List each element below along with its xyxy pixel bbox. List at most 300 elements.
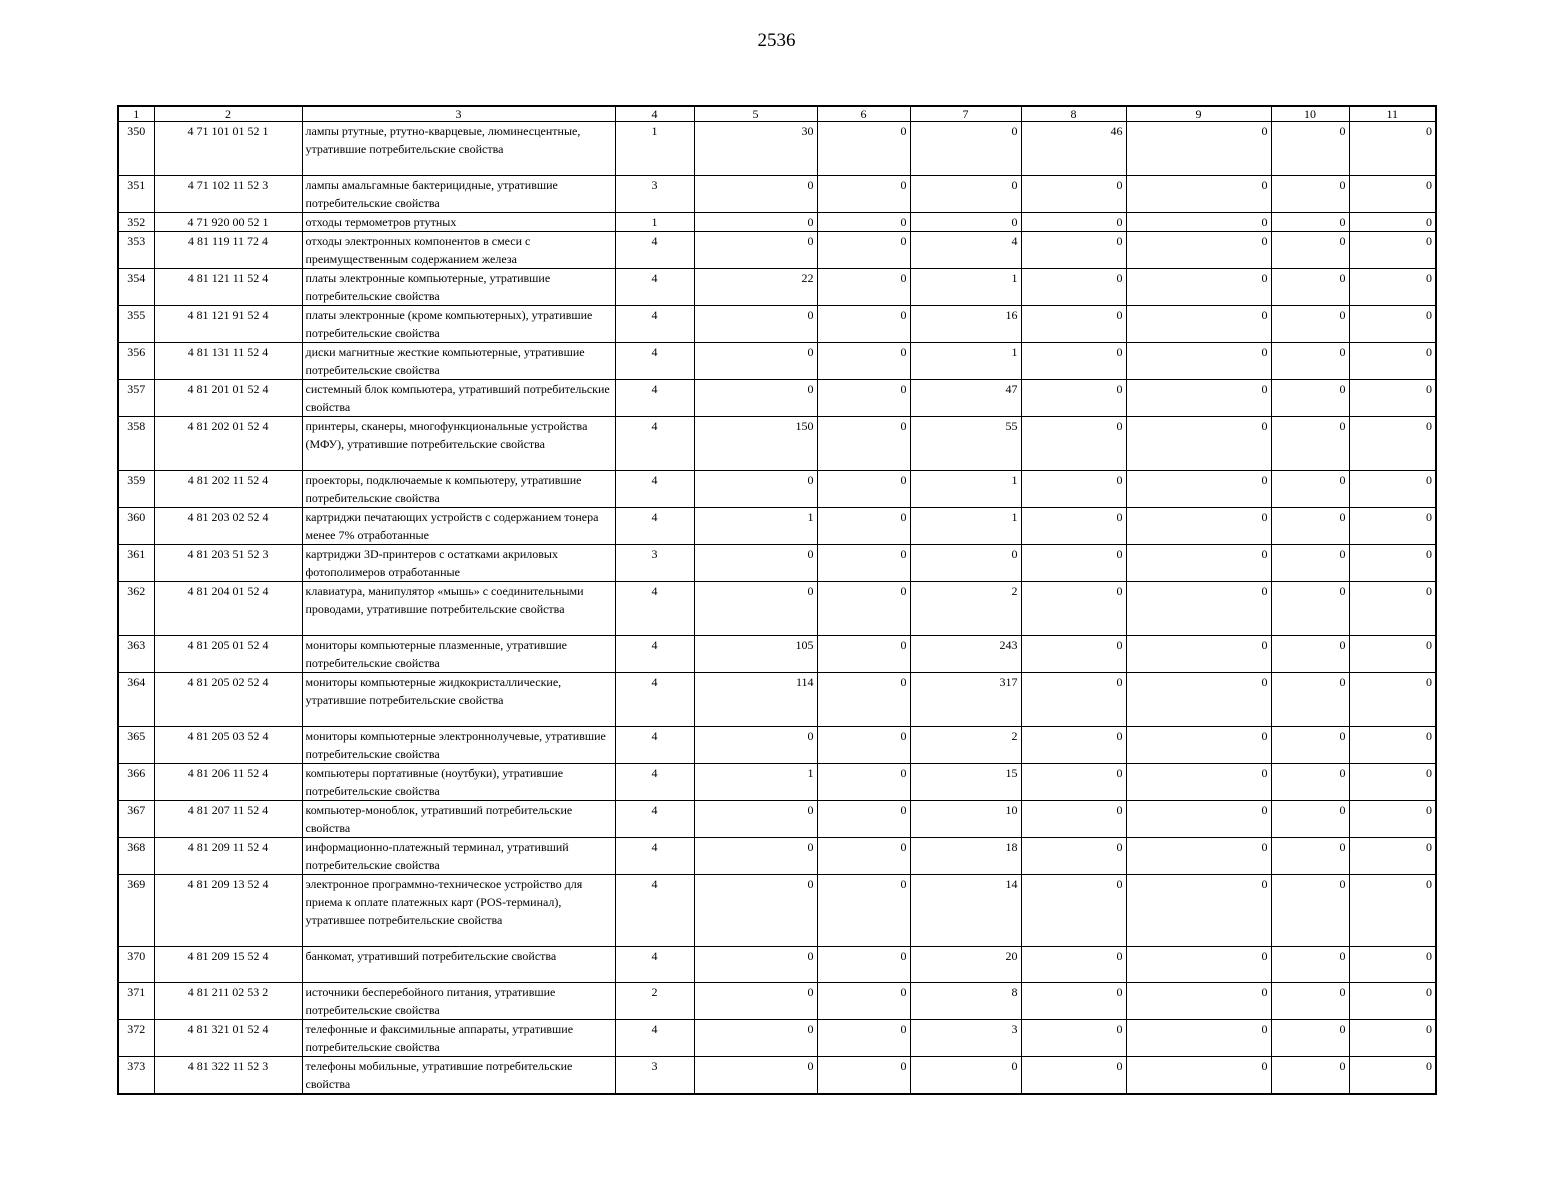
value-cell-7: 8 (910, 983, 1021, 1020)
waste-code-cell: 4 81 119 11 72 4 (154, 232, 302, 269)
waste-name-cell: телефоны мобильные, утратившие потребительские свойства (302, 1057, 615, 1095)
value-cell-5: 0 (694, 582, 817, 636)
value-cell-5: 30 (694, 122, 817, 176)
waste-name-cell: картриджи печатающих устройств с содержанием тонера менее 7% отработанные (302, 508, 615, 545)
waste-code-cell: 4 81 211 02 53 2 (154, 983, 302, 1020)
value-cell-7: 18 (910, 838, 1021, 875)
value-cell-11: 0 (1349, 176, 1436, 213)
value-cell-5: 114 (694, 673, 817, 727)
value-cell-7: 0 (910, 213, 1021, 232)
waste-code-cell: 4 81 209 11 52 4 (154, 838, 302, 875)
table-row (118, 380, 1436, 417)
value-cell-10: 0 (1271, 838, 1349, 875)
table-row (118, 764, 1436, 801)
row-number-cell: 350 (118, 122, 154, 176)
value-cell-10: 0 (1271, 636, 1349, 673)
waste-name-cell: мониторы компьютерные плазменные, утратившие потребительские свойства (302, 636, 615, 673)
column-header: 1 (118, 106, 154, 122)
waste-name-cell: информационно-платежный терминал, утративший потребительские свойства (302, 838, 615, 875)
value-cell-6: 0 (817, 764, 910, 801)
value-cell-6: 0 (817, 983, 910, 1020)
row-number-cell: 370 (118, 947, 154, 983)
waste-name-cell: отходы электронных компонентов в смеси с преимущественным содержанием железа (302, 232, 615, 269)
value-cell-6: 0 (817, 232, 910, 269)
value-cell-9: 0 (1126, 508, 1271, 545)
value-cell-8: 0 (1021, 176, 1126, 213)
value-cell-6: 0 (817, 727, 910, 764)
value-cell-5: 105 (694, 636, 817, 673)
waste-code-cell: 4 81 201 01 52 4 (154, 380, 302, 417)
value-cell-9: 0 (1126, 471, 1271, 508)
value-cell-5: 0 (694, 545, 817, 582)
table-row (118, 636, 1436, 673)
value-cell-8: 0 (1021, 471, 1126, 508)
row-number-cell: 355 (118, 306, 154, 343)
waste-code-cell: 4 71 920 00 52 1 (154, 213, 302, 232)
hazard-class-cell: 4 (615, 1020, 694, 1057)
hazard-class-cell: 4 (615, 306, 694, 343)
waste-name-cell: системный блок компьютера, утративший потребительские свойства (302, 380, 615, 417)
waste-name-cell: принтеры, сканеры, многофункциональные устройства (МФУ), утратившие потребительские свойства (302, 417, 615, 471)
waste-name-cell: банкомат, утративший потребительские свойства (302, 947, 615, 983)
column-header: 7 (910, 106, 1021, 122)
value-cell-9: 0 (1126, 122, 1271, 176)
value-cell-11: 0 (1349, 508, 1436, 545)
value-cell-7: 55 (910, 417, 1021, 471)
value-cell-5: 150 (694, 417, 817, 471)
value-cell-6: 0 (817, 343, 910, 380)
column-header: 5 (694, 106, 817, 122)
value-cell-11: 0 (1349, 417, 1436, 471)
row-number-cell: 354 (118, 269, 154, 306)
hazard-class-cell: 4 (615, 636, 694, 673)
value-cell-11: 0 (1349, 545, 1436, 582)
value-cell-9: 0 (1126, 343, 1271, 380)
table-row (118, 471, 1436, 508)
value-cell-9: 0 (1126, 727, 1271, 764)
table-row (118, 1057, 1436, 1095)
value-cell-6: 0 (817, 947, 910, 983)
value-cell-10: 0 (1271, 232, 1349, 269)
hazard-class-cell: 4 (615, 764, 694, 801)
value-cell-9: 0 (1126, 875, 1271, 947)
waste-name-cell: мониторы компьютерные электроннолучевые, утратившие потребительские свойства (302, 727, 615, 764)
value-cell-9: 0 (1126, 801, 1271, 838)
waste-name-cell: телефонные и факсимильные аппараты, утратившие потребительские свойства (302, 1020, 615, 1057)
hazard-class-cell: 1 (615, 213, 694, 232)
value-cell-9: 0 (1126, 1020, 1271, 1057)
value-cell-6: 0 (817, 176, 910, 213)
value-cell-10: 0 (1271, 727, 1349, 764)
header-row (118, 106, 1436, 122)
value-cell-11: 0 (1349, 471, 1436, 508)
value-cell-11: 0 (1349, 673, 1436, 727)
row-number-cell: 366 (118, 764, 154, 801)
value-cell-5: 1 (694, 508, 817, 545)
hazard-class-cell: 4 (615, 582, 694, 636)
table-row (118, 306, 1436, 343)
hazard-class-cell: 4 (615, 269, 694, 306)
value-cell-11: 0 (1349, 764, 1436, 801)
waste-code-cell: 4 81 321 01 52 4 (154, 1020, 302, 1057)
value-cell-7: 1 (910, 508, 1021, 545)
value-cell-8: 0 (1021, 582, 1126, 636)
row-number-cell: 352 (118, 213, 154, 232)
value-cell-7: 2 (910, 582, 1021, 636)
value-cell-8: 0 (1021, 947, 1126, 983)
value-cell-6: 0 (817, 1057, 910, 1095)
value-cell-8: 0 (1021, 545, 1126, 582)
row-number-cell: 373 (118, 1057, 154, 1095)
waste-name-cell: клавиатура, манипулятор «мышь» с соединительными проводами, утратившие потребительские свойства (302, 582, 615, 636)
value-cell-9: 0 (1126, 213, 1271, 232)
value-cell-10: 0 (1271, 508, 1349, 545)
value-cell-7: 47 (910, 380, 1021, 417)
hazard-class-cell: 4 (615, 875, 694, 947)
value-cell-11: 0 (1349, 1020, 1436, 1057)
value-cell-11: 0 (1349, 801, 1436, 838)
value-cell-10: 0 (1271, 673, 1349, 727)
value-cell-7: 0 (910, 1057, 1021, 1095)
value-cell-7: 0 (910, 545, 1021, 582)
value-cell-6: 0 (817, 582, 910, 636)
value-cell-11: 0 (1349, 838, 1436, 875)
table-row (118, 269, 1436, 306)
value-cell-6: 0 (817, 875, 910, 947)
value-cell-9: 0 (1126, 176, 1271, 213)
value-cell-5: 0 (694, 838, 817, 875)
row-number-cell: 360 (118, 508, 154, 545)
value-cell-6: 0 (817, 380, 910, 417)
value-cell-11: 0 (1349, 269, 1436, 306)
value-cell-11: 0 (1349, 983, 1436, 1020)
waste-code-cell: 4 81 203 51 52 3 (154, 545, 302, 582)
hazard-class-cell: 4 (615, 801, 694, 838)
value-cell-8: 0 (1021, 764, 1126, 801)
value-cell-11: 0 (1349, 727, 1436, 764)
row-number-cell: 363 (118, 636, 154, 673)
waste-code-cell: 4 81 202 11 52 4 (154, 471, 302, 508)
hazard-class-cell: 4 (615, 232, 694, 269)
value-cell-9: 0 (1126, 545, 1271, 582)
value-cell-7: 14 (910, 875, 1021, 947)
value-cell-7: 16 (910, 306, 1021, 343)
row-number-cell: 353 (118, 232, 154, 269)
value-cell-5: 0 (694, 306, 817, 343)
row-number-cell: 359 (118, 471, 154, 508)
table-row (118, 673, 1436, 727)
value-cell-9: 0 (1126, 417, 1271, 471)
waste-name-cell: источники бесперебойного питания, утратившие потребительские свойства (302, 983, 615, 1020)
value-cell-10: 0 (1271, 306, 1349, 343)
value-cell-8: 0 (1021, 306, 1126, 343)
waste-code-cell: 4 81 209 13 52 4 (154, 875, 302, 947)
waste-name-cell: компьютеры портативные (ноутбуки), утратившие потребительские свойства (302, 764, 615, 801)
value-cell-9: 0 (1126, 1057, 1271, 1095)
waste-name-cell: платы электронные (кроме компьютерных), утратившие потребительские свойства (302, 306, 615, 343)
waste-name-cell: мониторы компьютерные жидкокристаллические, утратившие потребительские свойства (302, 673, 615, 727)
hazard-class-cell: 4 (615, 673, 694, 727)
value-cell-11: 0 (1349, 947, 1436, 983)
value-cell-8: 0 (1021, 508, 1126, 545)
value-cell-6: 0 (817, 122, 910, 176)
value-cell-10: 0 (1271, 545, 1349, 582)
value-cell-5: 22 (694, 269, 817, 306)
value-cell-11: 0 (1349, 380, 1436, 417)
hazard-class-cell: 3 (615, 1057, 694, 1095)
value-cell-10: 0 (1271, 1057, 1349, 1095)
value-cell-8: 0 (1021, 838, 1126, 875)
value-cell-10: 0 (1271, 875, 1349, 947)
waste-code-cell: 4 71 101 01 52 1 (154, 122, 302, 176)
value-cell-6: 0 (817, 306, 910, 343)
table-row (118, 947, 1436, 983)
column-header: 11 (1349, 106, 1436, 122)
value-cell-9: 0 (1126, 673, 1271, 727)
waste-name-cell: лампы амальгамные бактерицидные, утратившие потребительские свойства (302, 176, 615, 213)
value-cell-7: 0 (910, 122, 1021, 176)
hazard-class-cell: 4 (615, 727, 694, 764)
hazard-class-cell: 4 (615, 471, 694, 508)
table-row (118, 343, 1436, 380)
table-row (118, 213, 1436, 232)
value-cell-10: 0 (1271, 213, 1349, 232)
value-cell-8: 0 (1021, 673, 1126, 727)
table-body (118, 122, 1436, 1095)
value-cell-8: 0 (1021, 1057, 1126, 1095)
row-number-cell: 367 (118, 801, 154, 838)
value-cell-10: 0 (1271, 764, 1349, 801)
value-cell-11: 0 (1349, 875, 1436, 947)
column-header: 9 (1126, 106, 1271, 122)
value-cell-6: 0 (817, 636, 910, 673)
value-cell-5: 0 (694, 343, 817, 380)
waste-code-cell: 4 71 102 11 52 3 (154, 176, 302, 213)
hazard-class-cell: 4 (615, 417, 694, 471)
value-cell-10: 0 (1271, 582, 1349, 636)
value-cell-9: 0 (1126, 269, 1271, 306)
value-cell-8: 0 (1021, 1020, 1126, 1057)
table-row (118, 122, 1436, 176)
value-cell-5: 0 (694, 176, 817, 213)
value-cell-10: 0 (1271, 947, 1349, 983)
value-cell-8: 0 (1021, 343, 1126, 380)
row-number-cell: 357 (118, 380, 154, 417)
table-row (118, 1020, 1436, 1057)
table-row (118, 582, 1436, 636)
page-number: 2536 (757, 30, 796, 51)
waste-code-cell: 4 81 207 11 52 4 (154, 801, 302, 838)
value-cell-7: 15 (910, 764, 1021, 801)
value-cell-8: 0 (1021, 727, 1126, 764)
value-cell-5: 0 (694, 1020, 817, 1057)
value-cell-11: 0 (1349, 1057, 1436, 1095)
value-cell-11: 0 (1349, 232, 1436, 269)
row-number-cell: 372 (118, 1020, 154, 1057)
value-cell-10: 0 (1271, 122, 1349, 176)
waste-table (117, 105, 1437, 1095)
value-cell-9: 0 (1126, 582, 1271, 636)
value-cell-9: 0 (1126, 764, 1271, 801)
value-cell-6: 0 (817, 1020, 910, 1057)
value-cell-6: 0 (817, 508, 910, 545)
waste-code-cell: 4 81 202 01 52 4 (154, 417, 302, 471)
waste-code-cell: 4 81 204 01 52 4 (154, 582, 302, 636)
row-number-cell: 369 (118, 875, 154, 947)
waste-code-cell: 4 81 205 02 52 4 (154, 673, 302, 727)
value-cell-6: 0 (817, 838, 910, 875)
value-cell-7: 317 (910, 673, 1021, 727)
value-cell-5: 1 (694, 764, 817, 801)
column-header: 8 (1021, 106, 1126, 122)
value-cell-7: 2 (910, 727, 1021, 764)
value-cell-7: 1 (910, 343, 1021, 380)
table-row (118, 875, 1436, 947)
value-cell-8: 0 (1021, 636, 1126, 673)
waste-name-cell: платы электронные компьютерные, утратившие потребительские свойства (302, 269, 615, 306)
waste-code-cell: 4 81 121 11 52 4 (154, 269, 302, 306)
table-row (118, 417, 1436, 471)
value-cell-6: 0 (817, 417, 910, 471)
waste-code-cell: 4 81 203 02 52 4 (154, 508, 302, 545)
column-header: 3 (302, 106, 615, 122)
row-number-cell: 368 (118, 838, 154, 875)
hazard-class-cell: 4 (615, 508, 694, 545)
value-cell-6: 0 (817, 213, 910, 232)
row-number-cell: 356 (118, 343, 154, 380)
value-cell-10: 0 (1271, 176, 1349, 213)
value-cell-7: 1 (910, 269, 1021, 306)
value-cell-5: 0 (694, 947, 817, 983)
waste-code-cell: 4 81 131 11 52 4 (154, 343, 302, 380)
column-header: 6 (817, 106, 910, 122)
table-row (118, 232, 1436, 269)
value-cell-11: 0 (1349, 122, 1436, 176)
hazard-class-cell: 4 (615, 343, 694, 380)
value-cell-5: 0 (694, 232, 817, 269)
waste-name-cell: компьютер-моноблок, утративший потребительские свойства (302, 801, 615, 838)
waste-code-cell: 4 81 121 91 52 4 (154, 306, 302, 343)
waste-name-cell: проекторы, подключаемые к компьютеру, утратившие потребительские свойства (302, 471, 615, 508)
value-cell-9: 0 (1126, 306, 1271, 343)
value-cell-8: 0 (1021, 269, 1126, 306)
value-cell-5: 0 (694, 471, 817, 508)
row-number-cell: 364 (118, 673, 154, 727)
value-cell-7: 4 (910, 232, 1021, 269)
value-cell-10: 0 (1271, 983, 1349, 1020)
value-cell-10: 0 (1271, 380, 1349, 417)
hazard-class-cell: 4 (615, 838, 694, 875)
value-cell-9: 0 (1126, 232, 1271, 269)
hazard-class-cell: 2 (615, 983, 694, 1020)
row-number-cell: 351 (118, 176, 154, 213)
table-row (118, 983, 1436, 1020)
value-cell-8: 0 (1021, 213, 1126, 232)
value-cell-5: 0 (694, 727, 817, 764)
waste-code-cell: 4 81 206 11 52 4 (154, 764, 302, 801)
hazard-class-cell: 4 (615, 380, 694, 417)
waste-name-cell: электронное программно-техническое устройство для приема к оплате платежных карт (POS-терминал), утратившее потребительские свойства (302, 875, 615, 947)
value-cell-6: 0 (817, 673, 910, 727)
value-cell-5: 0 (694, 380, 817, 417)
value-cell-8: 0 (1021, 983, 1126, 1020)
value-cell-6: 0 (817, 471, 910, 508)
row-number-cell: 361 (118, 545, 154, 582)
table-row (118, 838, 1436, 875)
value-cell-5: 0 (694, 801, 817, 838)
waste-code-cell: 4 81 209 15 52 4 (154, 947, 302, 983)
value-cell-8: 0 (1021, 875, 1126, 947)
value-cell-8: 46 (1021, 122, 1126, 176)
value-cell-5: 0 (694, 213, 817, 232)
value-cell-8: 0 (1021, 380, 1126, 417)
value-cell-10: 0 (1271, 269, 1349, 306)
column-header: 2 (154, 106, 302, 122)
value-cell-9: 0 (1126, 838, 1271, 875)
value-cell-10: 0 (1271, 343, 1349, 380)
waste-name-cell: лампы ртутные, ртутно-кварцевые, люминесцентные, утратившие потребительские свойства (302, 122, 615, 176)
waste-code-cell: 4 81 322 11 52 3 (154, 1057, 302, 1095)
column-header: 4 (615, 106, 694, 122)
waste-name-cell: диски магнитные жесткие компьютерные, утратившие потребительские свойства (302, 343, 615, 380)
value-cell-11: 0 (1349, 636, 1436, 673)
value-cell-11: 0 (1349, 306, 1436, 343)
waste-code-cell: 4 81 205 01 52 4 (154, 636, 302, 673)
value-cell-10: 0 (1271, 417, 1349, 471)
row-number-cell: 358 (118, 417, 154, 471)
waste-code-cell: 4 81 205 03 52 4 (154, 727, 302, 764)
value-cell-5: 0 (694, 875, 817, 947)
table-row (118, 176, 1436, 213)
hazard-class-cell: 1 (615, 122, 694, 176)
table-row (118, 508, 1436, 545)
value-cell-7: 0 (910, 176, 1021, 213)
value-cell-7: 1 (910, 471, 1021, 508)
value-cell-7: 10 (910, 801, 1021, 838)
value-cell-5: 0 (694, 983, 817, 1020)
value-cell-11: 0 (1349, 213, 1436, 232)
value-cell-7: 243 (910, 636, 1021, 673)
value-cell-5: 0 (694, 1057, 817, 1095)
value-cell-10: 0 (1271, 471, 1349, 508)
table-row (118, 727, 1436, 764)
value-cell-9: 0 (1126, 636, 1271, 673)
hazard-class-cell: 3 (615, 176, 694, 213)
waste-name-cell: отходы термометров ртутных (302, 213, 615, 232)
value-cell-9: 0 (1126, 947, 1271, 983)
value-cell-8: 0 (1021, 417, 1126, 471)
hazard-class-cell: 3 (615, 545, 694, 582)
value-cell-10: 0 (1271, 801, 1349, 838)
row-number-cell: 362 (118, 582, 154, 636)
table-row (118, 545, 1436, 582)
value-cell-8: 0 (1021, 801, 1126, 838)
hazard-class-cell: 4 (615, 947, 694, 983)
value-cell-7: 20 (910, 947, 1021, 983)
value-cell-11: 0 (1349, 582, 1436, 636)
value-cell-6: 0 (817, 545, 910, 582)
column-header: 10 (1271, 106, 1349, 122)
value-cell-9: 0 (1126, 380, 1271, 417)
value-cell-8: 0 (1021, 232, 1126, 269)
waste-name-cell: картриджи 3D-принтеров с остатками акриловых фотополимеров отработанные (302, 545, 615, 582)
table-row (118, 801, 1436, 838)
value-cell-6: 0 (817, 801, 910, 838)
row-number-cell: 371 (118, 983, 154, 1020)
value-cell-6: 0 (817, 269, 910, 306)
value-cell-9: 0 (1126, 983, 1271, 1020)
row-number-cell: 365 (118, 727, 154, 764)
